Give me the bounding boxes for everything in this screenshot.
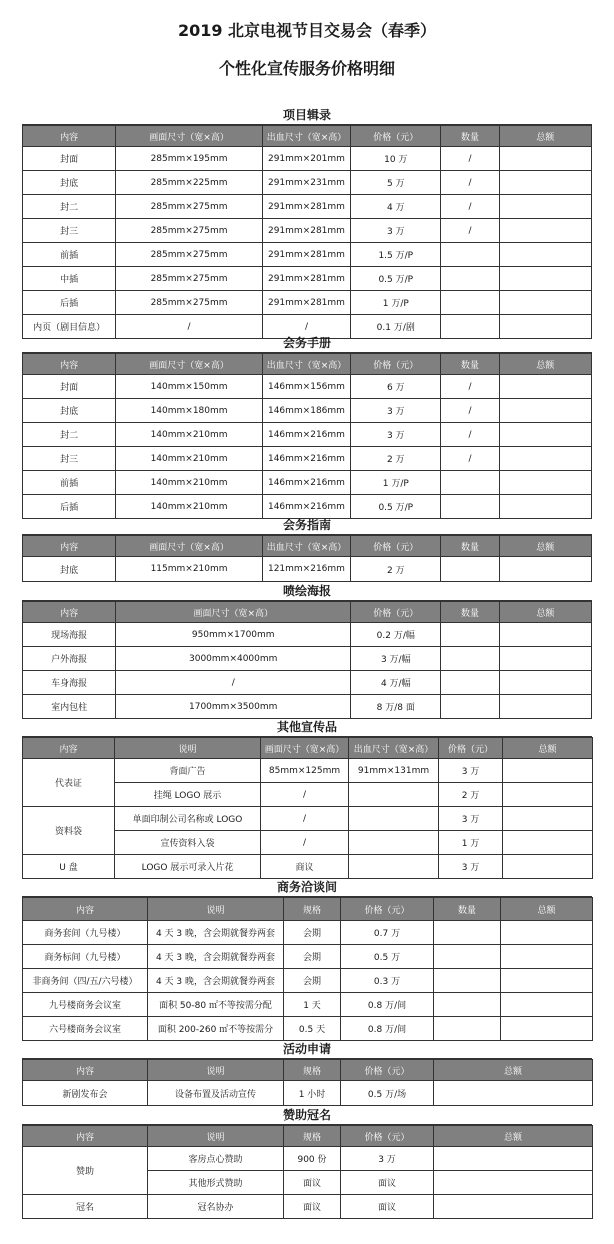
table-row [23,969,593,993]
table-header-row [23,738,593,759]
column-header: 价格（元） [351,536,441,557]
section-4 [22,718,592,879]
section-1 [22,334,592,519]
table-cell [499,695,591,719]
table-cell [441,695,499,719]
column-header: 价格（元） [351,126,441,147]
column-header: 规格 [284,1060,341,1081]
table-row [23,423,592,447]
table-cell: / [441,399,499,423]
column-header: 总额 [499,536,591,557]
table-row [23,219,592,243]
table-header-row [23,1060,593,1081]
table-cell: / [441,375,499,399]
table-cell [499,671,591,695]
table-cell: 会期 [284,945,341,969]
table-cell: 4 万/幅 [351,671,441,695]
table-header-row [23,536,592,557]
column-header: 数量 [441,602,499,623]
table-cell: 10 万 [351,147,441,171]
column-header: 总额 [434,1060,593,1081]
table-row [23,147,592,171]
table-cell: / [261,831,349,855]
section-0 [22,106,592,339]
table-cell: 代表证 [23,759,115,807]
price-table [22,1059,593,1106]
column-header: 价格（元） [351,602,441,623]
table-cell [499,375,591,399]
table-cell: 3 万/幅 [351,647,441,671]
price-table [22,125,592,339]
table-cell: 146mm×216mm [262,471,350,495]
column-header: 说明 [148,1126,284,1147]
table-cell: 285mm×225mm [116,171,263,195]
table-cell: / [441,423,499,447]
column-header: 总额 [501,898,593,921]
table-cell: 291mm×281mm [262,267,350,291]
table-cell: 0.8 万/间 [341,1017,434,1041]
table-cell [349,831,439,855]
table-cell [499,243,591,267]
table-cell [441,243,499,267]
table-cell: 后插 [23,291,116,315]
table-row [23,1147,593,1171]
column-header: 内容 [23,738,115,759]
table-cell: / [441,219,499,243]
column-header: 总额 [503,738,593,759]
table-cell: 1 天 [284,993,341,1017]
column-header: 内容 [23,1126,148,1147]
table-cell: 3 万 [439,759,503,783]
table-cell: 285mm×275mm [116,291,263,315]
table-row [23,495,592,519]
table-row [23,671,592,695]
section-title: 项目辑录 [22,106,592,125]
table-cell [434,921,501,945]
table-cell: 115mm×210mm [116,557,263,582]
table-row [23,921,593,945]
table-cell: 1 小时 [284,1081,341,1106]
section-title: 会务手册 [22,334,592,353]
column-header: 价格（元） [439,738,503,759]
section-title: 商务洽谈间 [22,878,592,897]
table-cell: 91mm×131mm [349,759,439,783]
table-row [23,1195,593,1219]
table-cell [501,945,593,969]
table-cell: 会期 [284,969,341,993]
column-header: 价格（元） [341,898,434,921]
price-table [22,1125,593,1219]
price-table [22,353,592,519]
table-cell: 背面广告 [115,759,261,783]
table-cell [434,993,501,1017]
table-row [23,447,592,471]
column-header: 画面尺寸（宽×高） [116,536,263,557]
column-header: 规格 [284,1126,341,1147]
table-cell: 285mm×275mm [116,243,263,267]
table-cell: 1.5 万/P [351,243,441,267]
table-cell: 146mm×216mm [262,495,350,519]
table-cell: 挂绳 LOGO 展示 [115,783,261,807]
table-cell: 商务套间（九号楼） [23,921,148,945]
column-header: 内容 [23,602,116,623]
table-cell [349,807,439,831]
table-cell: 封二 [23,423,116,447]
table-cell: 面议 [341,1195,434,1219]
table-row [23,1017,593,1041]
column-header: 画面尺寸（宽×高） [261,738,349,759]
table-row [23,399,592,423]
document-subtitle: 个性化宣传服务价格明细 [218,59,395,78]
column-header: 总额 [499,354,591,375]
table-cell [434,1195,593,1219]
table-cell: 1700mm×3500mm [116,695,351,719]
section-title: 喷绘海报 [22,582,592,601]
table-cell [501,993,593,1017]
column-header: 内容 [23,126,116,147]
table-cell: 4 天 3 晚，含会期就餐券两套 [148,969,284,993]
column-header: 画面尺寸（宽×高） [116,126,263,147]
table-cell: 封底 [23,171,116,195]
section-title: 会务指南 [22,516,592,535]
table-cell: 0.2 万/幅 [351,623,441,647]
table-cell [499,471,591,495]
table-cell: 封二 [23,195,116,219]
table-cell: 六号楼商务会议室 [23,1017,148,1041]
table-cell: / [116,671,351,695]
table-cell: 140mm×150mm [116,375,263,399]
column-header: 出血尺寸（宽×高） [262,126,350,147]
table-cell: 面积 50-80 ㎡不等按需分配 [148,993,284,1017]
table-header-row [23,898,593,921]
table-cell [503,807,593,831]
table-cell [499,423,591,447]
price-table [22,535,592,582]
table-cell: 资料袋 [23,807,115,855]
column-header: 出血尺寸（宽×高） [349,738,439,759]
table-cell [499,219,591,243]
table-row [23,759,593,783]
section-title: 其他宣传品 [22,718,592,737]
table-cell [441,647,499,671]
table-cell: 冠名协办 [148,1195,284,1219]
column-header: 价格（元） [341,1126,434,1147]
table-cell: 赞助 [23,1147,148,1195]
table-cell [499,267,591,291]
table-cell: / [261,783,349,807]
table-row [23,291,592,315]
table-cell [499,647,591,671]
price-table [22,601,592,719]
table-cell: 3000mm×4000mm [116,647,351,671]
table-cell: 商议 [261,855,349,879]
table-cell: / [116,315,263,339]
table-cell: 面积 200-260 ㎡不等按需分 [148,1017,284,1041]
table-cell: 3 万 [351,399,441,423]
table-cell: LOGO 展示可录入片花 [115,855,261,879]
section-3 [22,582,592,719]
table-cell: 1 万/P [351,471,441,495]
section-title: 赞助冠名 [22,1106,592,1125]
column-header: 内容 [23,536,116,557]
table-cell: 2 万 [351,557,441,582]
table-cell: 950mm×1700mm [116,623,351,647]
table-cell [501,1017,593,1041]
table-cell: 车身海报 [23,671,116,695]
table-cell [441,623,499,647]
table-cell [499,171,591,195]
table-cell [501,921,593,945]
table-cell: 商务标间（九号楼） [23,945,148,969]
table-cell: 291mm×231mm [262,171,350,195]
table-cell: 5 万 [351,171,441,195]
table-cell [434,969,501,993]
table-cell: 封三 [23,219,116,243]
table-cell [499,623,591,647]
table-cell [503,783,593,807]
table-cell [499,291,591,315]
table-row [23,195,592,219]
table-cell [441,267,499,291]
table-cell: 146mm×156mm [262,375,350,399]
table-cell: 3 万 [341,1147,434,1171]
column-header: 说明 [115,738,261,759]
table-cell: 285mm×275mm [116,267,263,291]
table-cell: 现场海报 [23,623,116,647]
table-cell: / [441,195,499,219]
table-row [23,1081,593,1106]
table-cell: 285mm×275mm [116,219,263,243]
table-cell: 宣传资料入袋 [115,831,261,855]
table-cell: 九号楼商务会议室 [23,993,148,1017]
table-cell [499,447,591,471]
section-title: 活动申请 [22,1040,592,1059]
table-cell: 封底 [23,557,116,582]
table-cell [434,1017,501,1041]
table-cell: 140mm×210mm [116,495,263,519]
table-cell: 285mm×275mm [116,195,263,219]
table-cell: 8 万/8 面 [351,695,441,719]
table-cell: 4 天 3 晚，含会期就餐券两套 [148,921,284,945]
table-header-row [23,126,592,147]
table-cell: 291mm×281mm [262,243,350,267]
table-cell: 封三 [23,447,116,471]
table-cell: 封面 [23,147,116,171]
table-cell: 客房点心赞助 [148,1147,284,1171]
document-title: 2019 北京电视节目交易会（春季） [177,21,437,40]
table-header-row [23,354,592,375]
column-header: 规格 [284,898,341,921]
table-cell: U 盘 [23,855,115,879]
table-cell: 146mm×216mm [262,423,350,447]
table-cell: 85mm×125mm [261,759,349,783]
table-cell [499,399,591,423]
table-cell: 前插 [23,243,116,267]
table-cell: 6 万 [351,375,441,399]
table-cell: 0.1 万/剧 [351,315,441,339]
section-2 [22,516,592,582]
table-cell [434,1171,593,1195]
table-cell: 146mm×216mm [262,447,350,471]
table-cell: 1 万 [439,831,503,855]
table-cell [499,495,591,519]
table-row [23,695,592,719]
table-cell [434,1147,593,1171]
table-row [23,171,592,195]
table-cell: 285mm×195mm [116,147,263,171]
table-cell: 0.5 天 [284,1017,341,1041]
table-cell [441,471,499,495]
table-cell: 4 万 [351,195,441,219]
column-header: 价格（元） [351,354,441,375]
column-header: 总额 [499,126,591,147]
section-5 [22,878,592,1041]
column-header: 内容 [23,1060,148,1081]
table-cell [503,759,593,783]
table-cell [441,671,499,695]
column-header: 内容 [23,898,148,921]
table-cell: 291mm×281mm [262,291,350,315]
table-cell [499,195,591,219]
table-cell: 冠名 [23,1195,148,1219]
table-cell: / [441,147,499,171]
table-cell: 面议 [284,1171,341,1195]
column-header: 出血尺寸（宽×高） [262,536,350,557]
table-cell: 新剧发布会 [23,1081,148,1106]
column-header: 数量 [441,126,499,147]
table-row [23,557,592,582]
column-header: 总额 [499,602,591,623]
table-cell: 146mm×186mm [262,399,350,423]
table-cell [501,969,593,993]
table-cell: 140mm×210mm [116,423,263,447]
table-row [23,945,593,969]
table-cell: 0.5 万 [341,945,434,969]
table-cell: 0.5 万/场 [341,1081,434,1106]
table-cell: 0.5 万/P [351,267,441,291]
table-cell: 140mm×210mm [116,471,263,495]
table-cell: 4 天 3 晚，含会期就餐券两套 [148,945,284,969]
table-cell: 140mm×210mm [116,447,263,471]
table-row [23,807,593,831]
table-row [23,623,592,647]
column-header: 数量 [434,898,501,921]
table-row [23,375,592,399]
table-cell [441,495,499,519]
table-header-row [23,602,592,623]
table-cell: 3 万 [351,423,441,447]
table-cell: 2 万 [439,783,503,807]
table-cell: 0.5 万/P [351,495,441,519]
column-header: 内容 [23,354,116,375]
table-row [23,471,592,495]
table-cell: 1 万/P [351,291,441,315]
table-cell: 291mm×281mm [262,219,350,243]
column-header: 说明 [148,1060,284,1081]
table-cell: 0.3 万 [341,969,434,993]
table-cell: 中插 [23,267,116,291]
table-row [23,647,592,671]
table-cell: 291mm×201mm [262,147,350,171]
table-cell: 内页（剧目信息） [23,315,116,339]
section-7 [22,1106,592,1219]
table-cell [349,855,439,879]
column-header: 数量 [441,354,499,375]
table-cell: 3 万 [439,807,503,831]
table-cell [434,1081,593,1106]
table-cell [441,291,499,315]
table-header-row [23,1126,593,1147]
table-cell [349,783,439,807]
table-cell [499,147,591,171]
table-cell: 0.8 万/间 [341,993,434,1017]
table-cell: 设备布置及活动宣传 [148,1081,284,1106]
table-cell: 后插 [23,495,116,519]
column-header: 价格（元） [341,1060,434,1081]
table-cell: 121mm×216mm [262,557,350,582]
table-cell [441,557,499,582]
table-cell: 0.7 万 [341,921,434,945]
column-header: 说明 [148,898,284,921]
table-cell: 2 万 [351,447,441,471]
price-table [22,897,593,1041]
table-cell: 前插 [23,471,116,495]
table-row [23,993,593,1017]
table-cell: 单面印制公司名称或 LOGO [115,807,261,831]
table-cell [503,831,593,855]
price-table [22,737,593,879]
column-header: 总额 [434,1126,593,1147]
table-cell: 140mm×180mm [116,399,263,423]
table-cell: 非商务间（四/五/六号楼） [23,969,148,993]
section-6 [22,1040,592,1106]
column-header: 出血尺寸（宽×高） [262,354,350,375]
table-cell: 封面 [23,375,116,399]
table-cell: 室内包柱 [23,695,116,719]
table-cell: / [261,807,349,831]
table-cell: / [441,447,499,471]
table-cell: 户外海报 [23,647,116,671]
table-cell: 面议 [341,1171,434,1195]
table-row [23,855,593,879]
table-cell: / [262,315,350,339]
table-cell: 其他形式赞助 [148,1171,284,1195]
table-row [23,243,592,267]
column-header: 数量 [441,536,499,557]
column-header: 画面尺寸（宽×高） [116,354,263,375]
table-cell: 291mm×281mm [262,195,350,219]
table-cell: 封底 [23,399,116,423]
table-cell [499,557,591,582]
table-cell [503,855,593,879]
table-cell: 面议 [284,1195,341,1219]
column-header: 画面尺寸（宽×高） [116,602,351,623]
table-cell: 3 万 [439,855,503,879]
table-cell: / [441,171,499,195]
table-cell: 会期 [284,921,341,945]
table-cell: 3 万 [351,219,441,243]
table-row [23,267,592,291]
table-cell: 900 份 [284,1147,341,1171]
table-cell [434,945,501,969]
